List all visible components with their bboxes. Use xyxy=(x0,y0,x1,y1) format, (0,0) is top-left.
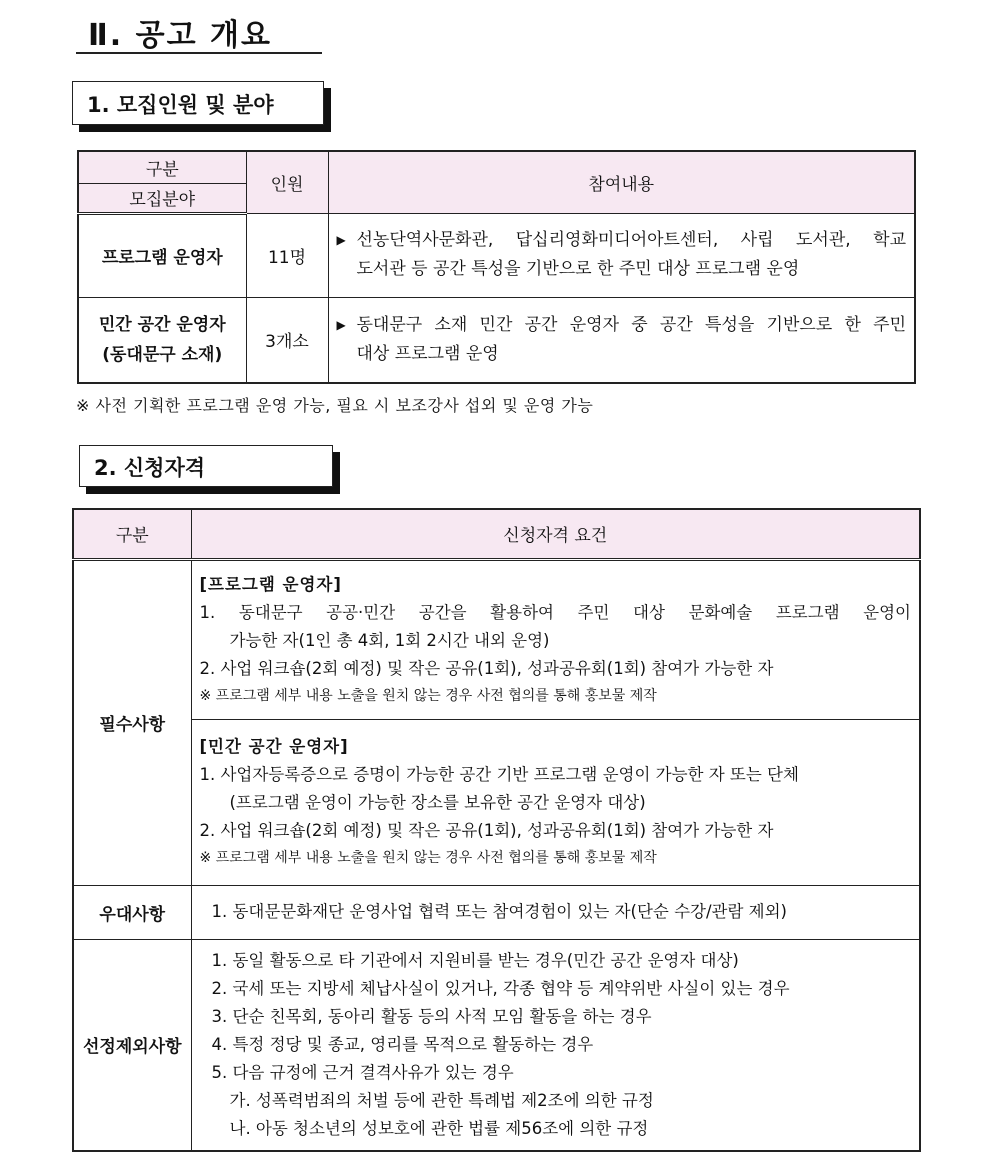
excluded-label: 선정제외사항 xyxy=(73,939,191,1151)
exclusion-subitem: 나. 아동 청소년의 성보호에 관한 법률 제56조에 의한 규정 xyxy=(229,1118,649,1138)
preferred-label: 우대사항 xyxy=(73,885,191,939)
requirement-note: ※ 프로그램 세부 내용 노출을 원치 않는 경우 사전 협의를 통해 홍보물 제작 xyxy=(199,850,657,866)
table-row xyxy=(78,297,915,383)
requirement-line: 가능한 자(1인 총 4회, 1회 2시간 내외 운영) xyxy=(229,630,550,650)
exclusion-item: 2. 국세 또는 지방세 체납사실이 있거나, 각종 협약 등 계약위반 사실이 있는 경우 xyxy=(211,978,790,998)
header-requirements: 신청자격 요건 xyxy=(191,509,920,559)
eligibility-table xyxy=(72,508,921,1152)
header-content: 참여내용 xyxy=(328,151,915,213)
field-line: (동대문구 소재) xyxy=(102,344,223,365)
field-program-operator: 프로그램 운영자 xyxy=(78,213,246,297)
exclusion-subitem: 가. 성폭력범죄의 처벌 등에 관한 특례법 제2조에 의한 규정 xyxy=(229,1090,654,1110)
requirement-line: 1. 사업자등록증으로 증명이 가능한 공간 기반 프로그램 운영이 가능한 자 또는 단체 xyxy=(199,765,799,784)
content-line: 도서관 등 공간 특성을 기반으로 한 주민 대상 프로그램 운영 xyxy=(356,259,800,279)
table-row xyxy=(73,719,920,885)
field-private-operator xyxy=(78,297,246,383)
eligibility-heading-text: 2. 신청자격 xyxy=(94,456,206,480)
field-line: 민간 공간 운영자 xyxy=(98,314,226,335)
recruitment-table xyxy=(77,150,916,384)
count-private-operator: 3개소 xyxy=(246,297,328,383)
recruitment-heading-text: 1. 모집인원 및 분야 xyxy=(87,93,274,117)
recruitment-heading xyxy=(72,81,324,125)
exclusion-item: 1. 동일 활동으로 타 기관에서 지원비를 받는 경우(민간 공간 운영자 대상) xyxy=(211,950,739,970)
requirement-line: 2. 사업 워크숍(2회 예정) 및 작은 공유(1회), 성과공유회(1회) 참여가 가능한 자 xyxy=(199,821,774,840)
exclusion-item: 4. 특정 정당 및 종교, 영리를 목적으로 활동하는 경우 xyxy=(211,1034,594,1054)
requirement-note: ※ 프로그램 세부 내용 노출을 원치 않는 경우 사전 협의를 통해 홍보물 제작 xyxy=(199,687,657,704)
content-private-operator xyxy=(328,297,915,383)
preferred-cell xyxy=(191,885,920,939)
excluded-cell xyxy=(191,939,920,1151)
requirement-line: 1. 동대문구 공공·민간 공간을 활용하여 주민 대상 문화예술 프로그램 운영이 xyxy=(199,602,911,622)
recruitment-note: ※ 사전 기획한 프로그램 운영 가능, 필요 시 보조강사 섭외 및 운영 가능 xyxy=(76,396,594,415)
header-category: 구분 xyxy=(78,151,246,183)
exclusion-item: 3. 단순 친목회, 동아리 활동 등의 사적 모임 활동을 하는 경우 xyxy=(211,1006,652,1026)
header-count: 인원 xyxy=(246,151,328,213)
program-operator-title: [프로그램 운영자] xyxy=(199,574,342,594)
table-row xyxy=(73,939,920,1151)
section-title-text: Ⅱ. 공고 개요 xyxy=(88,18,272,53)
section-title xyxy=(76,6,322,54)
required-label: 필수사항 xyxy=(73,559,191,885)
triangle-bullet-icon: ▶ xyxy=(336,233,346,247)
table-row xyxy=(78,213,915,297)
header-field: 모집분야 xyxy=(78,183,246,213)
content-program-operator xyxy=(328,213,915,297)
header-category: 구분 xyxy=(73,509,191,559)
content-line: 대상 프로그램 운영 xyxy=(356,343,499,364)
private-operator-title: [민간 공간 운영자] xyxy=(199,737,349,756)
count-program-operator: 11명 xyxy=(246,213,328,297)
eligibility-heading xyxy=(79,445,333,487)
table-row xyxy=(73,885,920,939)
content-line: 선농단역사문화관, 답십리영화미디어아트센터, 사립 도서관, 학교 xyxy=(356,230,906,250)
triangle-bullet-icon: ▶ xyxy=(336,317,346,332)
required-private-cell xyxy=(191,719,920,885)
table-row xyxy=(73,559,920,719)
requirement-line: 2. 사업 워크숍(2회 예정) 및 작은 공유(1회), 성과공유회(1회) 참여가 가능한 자 xyxy=(199,658,774,678)
requirement-line: (프로그램 운영이 가능한 장소를 보유한 공간 운영자 대상) xyxy=(229,793,646,812)
content-line: 동대문구 소재 민간 공간 운영자 중 공간 특성을 기반으로 한 주민 xyxy=(356,314,906,335)
preferred-text: 1. 동대문문화재단 운영사업 협력 또는 참여경험이 있는 자(단순 수강/관람 제외) xyxy=(211,902,787,921)
exclusion-item: 5. 다음 규정에 근거 결격사유가 있는 경우 xyxy=(211,1062,514,1082)
required-program-cell xyxy=(191,559,920,719)
